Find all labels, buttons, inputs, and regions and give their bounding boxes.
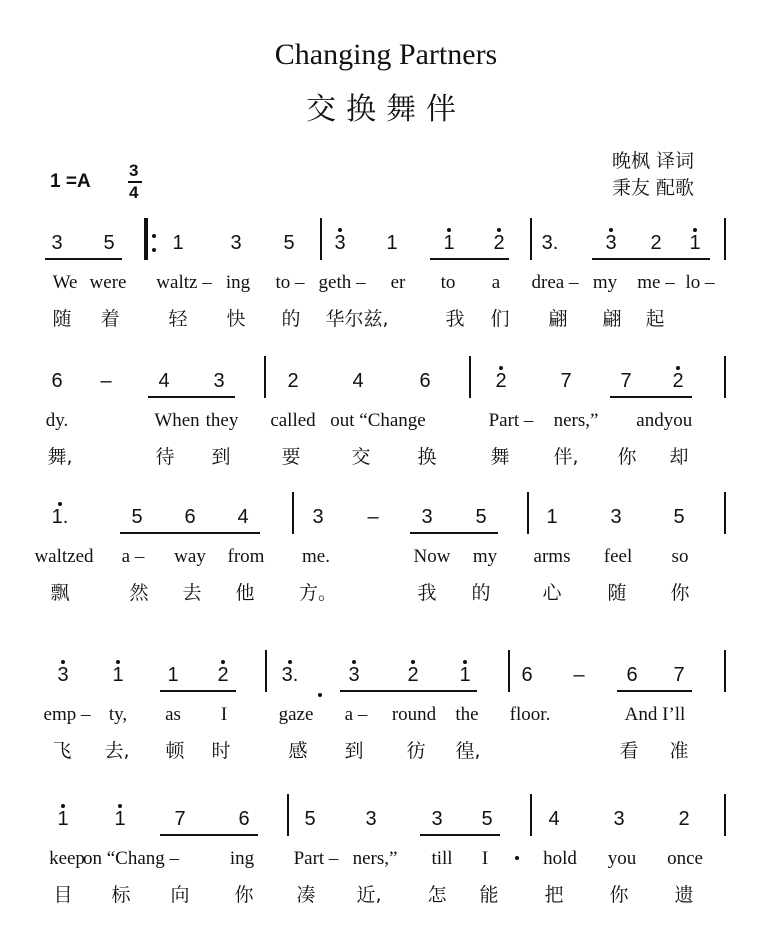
lyric-chinese: 心 — [542, 582, 562, 604]
lyric-chinese: 华尔兹, — [325, 308, 389, 330]
lyric-english: waltz – — [156, 272, 212, 293]
note: 1 — [386, 232, 398, 254]
lyric-chinese: 伴, — [553, 446, 579, 468]
beam-underline — [420, 834, 500, 836]
lyric-chinese: 着 — [100, 308, 120, 330]
lyric-english: geth – — [318, 272, 366, 293]
barline — [724, 492, 726, 534]
beam-underline — [610, 396, 692, 398]
lyric-english: a – — [344, 704, 368, 725]
lyric-english: were — [89, 272, 127, 293]
lyric-chinese: 待 — [155, 446, 175, 468]
lyric-english: my — [592, 272, 618, 293]
octave-dot — [61, 804, 65, 808]
octave-dot — [116, 660, 120, 664]
note: 4 — [237, 506, 249, 528]
lyric-chinese: 快 — [226, 308, 246, 330]
beam-underline — [340, 690, 477, 692]
lyric-chinese: 目 — [53, 884, 73, 906]
lyric-chinese: 飘 — [50, 582, 70, 604]
lyric-english: Now — [413, 546, 451, 567]
lyric-english: emp – — [43, 704, 91, 725]
lyric-chinese: 你 — [617, 446, 637, 468]
lyric-english: dy. — [45, 410, 69, 431]
lyric-chinese: 他 — [235, 582, 255, 604]
barline — [527, 492, 529, 534]
lyric-english: to – — [275, 272, 305, 293]
lyric-chinese: 的 — [471, 582, 491, 604]
lyric-english: hold — [543, 848, 577, 869]
lyric-chinese: 你 — [670, 582, 690, 604]
octave-dot — [676, 366, 680, 370]
repeat-dot — [152, 248, 156, 252]
lyric-english: they — [205, 410, 239, 431]
lyric-chinese: 把 — [544, 884, 564, 906]
lyric-chinese: 然 — [129, 582, 149, 604]
octave-dot — [338, 228, 342, 232]
note: 3 — [334, 232, 346, 254]
lyric-chinese: 感 — [288, 740, 308, 762]
lyric-chinese: 翩 — [548, 308, 568, 330]
arranger-credit: 秉友 配歌 — [612, 177, 695, 199]
lyric-english: lo – — [685, 272, 715, 293]
lyric-chinese: 凑 — [296, 884, 316, 906]
note: 5 — [131, 506, 143, 528]
octave-dot — [58, 502, 62, 506]
lyric-chinese: 们 — [490, 308, 510, 330]
barline — [508, 650, 510, 692]
lyric-chinese: 换 — [417, 446, 437, 468]
lyric-english: Part – — [488, 410, 534, 431]
lyric-chinese: 舞, — [47, 446, 73, 468]
note: 4 — [352, 370, 364, 392]
note: 2 — [217, 664, 229, 686]
lyric-chinese: 遗 — [674, 884, 694, 906]
lyric-chinese: 看 — [619, 740, 639, 762]
note: 5 — [304, 808, 316, 830]
barline — [469, 356, 471, 398]
barline — [264, 356, 266, 398]
octave-dot — [411, 660, 415, 664]
key-signature: 1 =A — [50, 171, 91, 192]
lyric-english: once — [667, 848, 703, 869]
note: 5 — [481, 808, 493, 830]
note: 6 — [419, 370, 431, 392]
lyric-chinese: 能 — [479, 884, 499, 906]
lyric-english: me – — [637, 272, 675, 293]
lyric-chinese: 徨, — [455, 740, 481, 762]
lyric-english: and — [636, 410, 664, 431]
note: 3 — [57, 664, 69, 686]
lyric-english: And I’ll — [624, 704, 686, 725]
lyric-english: arms — [533, 546, 571, 567]
beam-underline — [430, 258, 509, 260]
lyric-chinese: 怎 — [427, 884, 447, 906]
lyric-english: from — [227, 546, 265, 567]
barline — [530, 794, 532, 836]
note: 5 — [475, 506, 487, 528]
lyric-english: to — [440, 272, 456, 293]
note: 3 — [605, 232, 617, 254]
octave-dot — [352, 660, 356, 664]
lyric-chinese: 方。 — [298, 582, 338, 604]
beam-underline — [120, 532, 260, 534]
barline — [724, 794, 726, 836]
note: 1 — [459, 664, 471, 686]
lyric-chinese: 彷 — [406, 740, 426, 762]
time-signature-bottom: 4 — [129, 183, 139, 202]
note: 3. — [281, 664, 299, 686]
barline — [320, 218, 322, 260]
lyric-english: gaze — [278, 704, 314, 725]
note: 2 — [672, 370, 684, 392]
note: 7 — [620, 370, 632, 392]
note: 1 — [443, 232, 455, 254]
note: 7 — [673, 664, 685, 686]
lyric-english: a – — [121, 546, 145, 567]
note: 3 — [213, 370, 225, 392]
lyric-chinese: 轻 — [168, 308, 188, 330]
lyric-english: you — [607, 848, 637, 869]
note: 6 — [238, 808, 250, 830]
lyric-chinese: 你 — [234, 884, 254, 906]
lyric-chinese: 近, — [356, 884, 382, 906]
barline — [530, 218, 532, 260]
note: 3 — [51, 232, 63, 254]
beam-underline — [410, 532, 498, 534]
lyric-chinese: 要 — [281, 446, 301, 468]
note: 3 — [348, 664, 360, 686]
note: 5 — [283, 232, 295, 254]
lyric-english: ners,” — [553, 410, 599, 431]
note: 1 — [112, 664, 124, 686]
lyric-english: feel — [603, 546, 633, 567]
beam-underline — [160, 690, 236, 692]
lyric-english: ing — [225, 272, 251, 293]
note: 3 — [230, 232, 242, 254]
note: 6 — [184, 506, 196, 528]
octave-dot — [288, 660, 292, 664]
lyric-english: called — [270, 410, 316, 431]
lyric-chinese: 向 — [170, 884, 190, 906]
barline — [287, 794, 289, 836]
lyric-english: drea – — [531, 272, 579, 293]
lyric-english: you — [663, 410, 693, 431]
note: 2 — [493, 232, 505, 254]
song-title-chinese: 交换舞伴 — [306, 92, 466, 127]
note: 1 — [167, 664, 179, 686]
lyric-english: me. — [302, 546, 330, 567]
lyric-english: a — [491, 272, 501, 293]
octave-dot — [497, 228, 501, 232]
lyric-english: my — [472, 546, 498, 567]
beam-underline — [148, 396, 235, 398]
barline — [144, 218, 148, 260]
note: 1 — [57, 808, 69, 830]
lyric-english: keep — [49, 848, 85, 869]
lyric-english: We — [52, 272, 78, 293]
lyric-english: Part – — [293, 848, 339, 869]
lyric-chinese: 我 — [445, 308, 465, 330]
lyric-english: way — [174, 546, 206, 567]
lyric-chinese: 到 — [211, 446, 231, 468]
note: 5 — [673, 506, 685, 528]
note: 6 — [521, 664, 533, 686]
barline — [724, 650, 726, 692]
lyric-english: round — [391, 704, 437, 725]
lyric-english: waltzed — [34, 546, 94, 567]
lyric-chinese: 准 — [669, 740, 689, 762]
lyric-chinese: 时 — [211, 740, 231, 762]
lyric-english: I — [220, 704, 228, 725]
note: 3 — [613, 808, 625, 830]
note: 2 — [650, 232, 662, 254]
lyric-english: When — [154, 410, 200, 431]
note: 3 — [610, 506, 622, 528]
note: – — [100, 370, 112, 392]
lyric-chinese: 的 — [281, 308, 301, 330]
lyric-english: till — [431, 848, 453, 869]
lyric-english: on “Chang – — [82, 848, 180, 869]
note: 7 — [174, 808, 186, 830]
beam-underline — [160, 834, 258, 836]
lyric-chinese: 到 — [344, 740, 364, 762]
lyric-chinese: 飞 — [52, 740, 72, 762]
note: 1 — [546, 506, 558, 528]
beam-underline — [617, 690, 692, 692]
barline — [292, 492, 294, 534]
lyric-chinese: 随 — [607, 582, 627, 604]
lyric-chinese: 我 — [417, 582, 437, 604]
barline — [724, 218, 726, 260]
lyric-english: the — [455, 704, 479, 725]
repeat-dot — [152, 234, 156, 238]
lyric-chinese: 去, — [104, 740, 130, 762]
note: 2 — [678, 808, 690, 830]
lyric-english: ing — [229, 848, 255, 869]
octave-dot — [499, 366, 503, 370]
stray-dot — [515, 856, 519, 860]
lyric-chinese: 交 — [351, 446, 371, 468]
lyric-chinese: 去 — [182, 582, 202, 604]
note: 3 — [431, 808, 443, 830]
note: 6 — [626, 664, 638, 686]
lyric-chinese: 标 — [111, 884, 131, 906]
lyric-chinese: 却 — [669, 446, 689, 468]
octave-dot — [118, 804, 122, 808]
lyric-chinese: 起 — [645, 308, 665, 330]
lyric-chinese: 你 — [609, 884, 629, 906]
note: 4 — [158, 370, 170, 392]
note: 7 — [560, 370, 572, 392]
barline — [265, 650, 267, 692]
lyric-chinese: 舞 — [490, 446, 510, 468]
lyric-chinese: 翩 — [602, 308, 622, 330]
note: 6 — [51, 370, 63, 392]
octave-dot — [463, 660, 467, 664]
beam-underline — [592, 258, 710, 260]
octave-dot — [221, 660, 225, 664]
lyricist-credit: 晚枫 译词 — [612, 150, 695, 172]
lyric-english: floor. — [509, 704, 551, 725]
beam-underline — [45, 258, 122, 260]
octave-dot — [61, 660, 65, 664]
lyric-english: as — [165, 704, 181, 725]
octave-dot — [447, 228, 451, 232]
note: 4 — [548, 808, 560, 830]
time-signature-top: 3 — [129, 161, 139, 180]
stray-dot — [318, 693, 322, 697]
note: 2 — [495, 370, 507, 392]
lyric-chinese: 随 — [52, 308, 72, 330]
song-title-english: Changing Partners — [274, 38, 498, 71]
note: 5 — [103, 232, 115, 254]
note: 3 — [365, 808, 377, 830]
lyric-english: out “Change — [330, 410, 426, 431]
octave-dot — [609, 228, 613, 232]
note: 2 — [287, 370, 299, 392]
note: 1 — [172, 232, 184, 254]
note: – — [367, 506, 379, 528]
note: 1. — [51, 506, 69, 528]
note: 3. — [541, 232, 559, 254]
note: – — [573, 664, 585, 686]
lyric-english: so — [671, 546, 689, 567]
lyric-chinese: 顿 — [165, 740, 185, 762]
note: 1 — [114, 808, 126, 830]
note: 3 — [421, 506, 433, 528]
lyric-english: I — [481, 848, 489, 869]
lyric-english: ners,” — [352, 848, 398, 869]
note: 3 — [312, 506, 324, 528]
note: 2 — [407, 664, 419, 686]
octave-dot — [693, 228, 697, 232]
note: 1 — [689, 232, 701, 254]
lyric-english: er — [390, 272, 406, 293]
barline — [724, 356, 726, 398]
lyric-english: ty, — [108, 704, 128, 725]
